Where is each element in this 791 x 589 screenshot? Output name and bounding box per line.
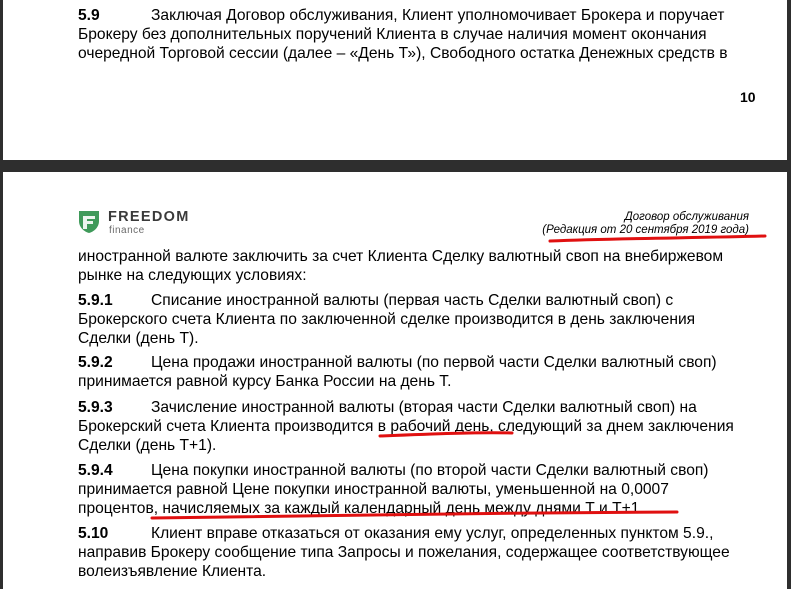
page-number: 10 (740, 89, 756, 105)
clause-text-line: Цена покупки иностранной валюты (по второй части Сделки валютный своп) (151, 462, 709, 479)
clause-text-line: очередной Торговой сессии (далее – «День Т»), Свободного остатка Денежных средств в (78, 45, 728, 62)
clause-number: 5.9.3 (78, 399, 113, 416)
clause-text-line: принимается равной Цене покупки иностранной валюты, уменьшенной на 0,0007 (78, 481, 669, 498)
page-gap (0, 160, 791, 172)
clause-number: 5.9 (78, 7, 100, 24)
clause-text-line: Брокерского счета Клиента по заключенной сделке производится в день заключения (78, 311, 696, 328)
document-page-top (0, 0, 791, 160)
clause-text-line: принимается равной курсу Банка России на день Т. (78, 373, 452, 390)
clause-text-line: Зачисление иностранной валюты (вторая части Сделки валютный своп) на (151, 399, 697, 416)
document-header (542, 211, 749, 237)
clause-text-line: Брокерский счета Клиента производится в рабочий день, следующий за днем заключения (78, 418, 734, 435)
clause-text-line: процентов, начисляемых за каждый календарный день между днями Т и Т+1. (78, 500, 644, 517)
freedom-finance-logo (78, 208, 198, 238)
clause-text-line: Брокеру без дополнительных поручений Клиента в случае наличия момент окончания (78, 26, 707, 43)
clause-number: 5.9.2 (78, 354, 113, 371)
page-border-left (0, 172, 3, 589)
clause-5-9 (78, 6, 758, 63)
clause-5-9-1 (78, 291, 758, 348)
clause-number: 5.10 (78, 525, 109, 542)
clause-5-9-2 (78, 353, 758, 391)
logo-wordmark: FREEDOM (108, 209, 190, 225)
clause-text-line: Сделки (день Т+1). (78, 437, 217, 454)
paragraph-line: рынке на следующих условиях: (78, 267, 307, 284)
clause-text-line: волеизъявление Клиента. (78, 563, 267, 580)
document-edition: (Редакция от 20 сентября 2019 года) (542, 224, 749, 236)
continuation-paragraph (78, 247, 758, 285)
clause-text-line: Цена продажи иностранной валюты (по первой части Сделки валютный своп) (151, 354, 717, 371)
clause-5-9-3 (78, 398, 758, 455)
logo-subtitle: finance (109, 225, 145, 236)
document-title: Договор обслуживания (624, 211, 749, 223)
clause-number: 5.9.4 (78, 462, 113, 479)
clause-text-line: Клиент вправе отказаться от оказания ему услуг, определенных пунктом 5.9., (151, 525, 714, 542)
logo-shield-icon (78, 210, 100, 234)
clause-text-line: направив Брокеру сообщение типа Запросы и пожелания, содержащее соответствующее (78, 544, 730, 561)
page-border-right (787, 0, 791, 160)
clause-5-9-4 (78, 461, 758, 518)
page-border-right (787, 172, 791, 589)
page-border-left (0, 0, 3, 160)
clause-number: 5.9.1 (78, 292, 113, 309)
clause-text-line: Заключая Договор обслуживания, Клиент уполномочивает Брокера и поручает (151, 7, 725, 24)
paragraph-line: иностранной валюте заключить за счет Клиента Сделку валютный своп на внебиржевом (78, 248, 724, 265)
clause-text-line: Списание иностранной валюты (первая часть Сделки валютный своп) с (151, 292, 674, 309)
clause-text-line: Сделки (день Т). (78, 330, 199, 347)
clause-5-10 (78, 524, 758, 581)
